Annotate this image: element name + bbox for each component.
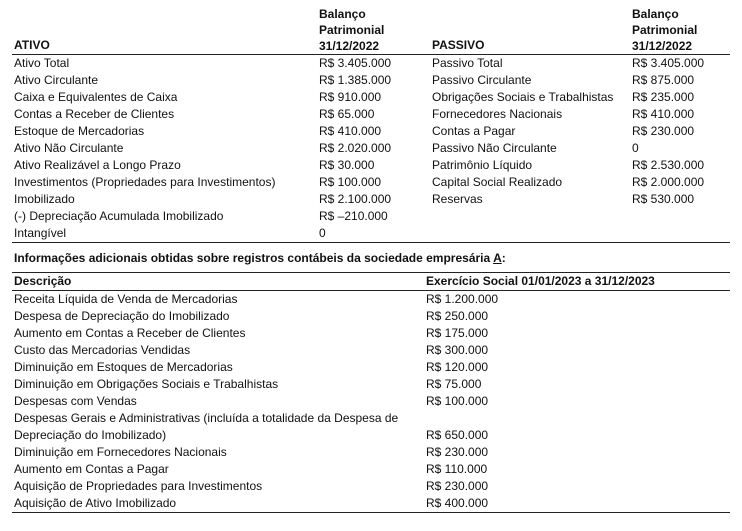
passivo-value: R$ 530.000 [632,192,695,206]
passivo-label [430,208,630,225]
passivo-label: Passivo Não Circulante [432,141,557,155]
passivo-label: Patrimônio Líquido [432,158,533,172]
ativo-label: Contas a Receber de Clientes [14,107,175,121]
balanco-ativo-line2: Patrimonial [319,23,385,37]
document [12,6,730,513]
info-description: Diminuição em Obrigações Sociais e Trabalhistas [14,377,279,391]
ativo-label: Ativo Circulante [14,73,99,87]
section-note-text: Informações adicionais obtidas sobre registros contábeis da sociedade empresária [14,251,494,265]
info-row [12,478,730,495]
balanco-ativo-line3: 31/12/2022 [319,39,380,53]
passivo-label: Passivo Circulante [432,73,532,87]
ativo-value: R$ 1.385.000 [319,73,392,87]
info-value: R$ 120.000 [426,360,489,374]
balance-sheet-row [12,106,730,123]
info-description: Despesas Gerais e Administrativas (incluída a totalidade da Despesa de Depreciação do Imobilizado) [14,411,399,442]
info-row [12,325,730,342]
ativo-value: R$ 2.100.000 [319,192,392,206]
ativo-label: Ativo Não Circulante [14,141,124,155]
info-row [12,291,730,309]
passivo-label: Contas a Pagar [432,124,516,138]
passivo-value: R$ 875.000 [632,73,695,87]
info-value: R$ 175.000 [426,326,489,340]
passivo-value: R$ 410.000 [632,107,695,121]
info-value: R$ 75.000 [426,377,482,391]
balance-sheet-table [12,6,730,243]
ativo-label: Ativo Realizável a Longo Prazo [14,158,181,172]
info-row [12,495,730,513]
info-description: Aquisição de Propriedades para Investimentos [14,479,263,493]
passivo-value: R$ 3.405.000 [632,56,705,70]
balance-sheet-row [12,208,730,225]
ativo-label: Caixa e Equivalentes de Caixa [14,90,178,104]
balanco-ativo-line1: Balanço [319,7,366,21]
balance-sheet-body [12,55,730,243]
info-row [12,461,730,478]
descricao-header: Descrição [12,273,424,291]
balanco-ativo-header [317,6,430,55]
balance-sheet-row [12,123,730,140]
info-header-row [12,273,730,291]
passivo-label: Obrigações Sociais e Trabalhistas [432,90,614,104]
balance-sheet-row [12,191,730,208]
info-description: Aquisição de Ativo Imobilizado [12,495,424,513]
balanco-passivo-line2: Patrimonial [632,23,698,37]
balance-sheet-row [12,140,730,157]
section-note [14,250,730,267]
balance-sheet-header-row [12,6,730,55]
balanco-passivo-line3: 31/12/2022 [632,39,693,53]
info-row [12,342,730,359]
ativo-label: Estoque de Mercadorias [14,124,145,138]
info-row [12,308,730,325]
balance-sheet-row [12,225,730,243]
passivo-label: Capital Social Realizado [432,175,563,189]
info-description: Diminuição em Fornecedores Nacionais [14,445,227,459]
balance-sheet-row [12,157,730,174]
passivo-value: 0 [632,141,639,155]
info-row [12,410,730,444]
balance-sheet-row [12,55,730,73]
passivo-value [630,225,730,243]
passivo-value: R$ 2.530.000 [632,158,705,172]
info-description: Diminuição em Estoques de Mercadorias [14,360,233,374]
balance-sheet-row [12,72,730,89]
ativo-label: Ativo Total [14,56,70,70]
balanco-passivo-header [630,6,730,55]
info-description: Aumento em Contas a Receber de Clientes [14,326,246,340]
ativo-value: R$ 2.020.000 [319,141,392,155]
ativo-label: (-) Depreciação Acumulada Imobilizado [14,209,224,223]
passivo-value: R$ 2.000.000 [632,175,705,189]
ativo-value: R$ 65.000 [319,107,375,121]
info-row [12,359,730,376]
passivo-label: Passivo Total [432,56,503,70]
passivo-header: PASSIVO [430,6,630,55]
balance-sheet-row [12,174,730,191]
info-value: R$ 650.000 [426,428,489,442]
passivo-value [630,208,730,225]
ativo-label: Intangível [12,225,317,243]
passivo-label: Fornecedores Nacionais [432,107,563,121]
balance-sheet-row [12,89,730,106]
info-row [12,393,730,410]
info-row [12,376,730,393]
ativo-label: Investimentos (Propriedades para Investimentos) [14,175,276,189]
passivo-value: R$ 235.000 [632,90,695,104]
ativo-value: R$ 3.405.000 [319,56,392,70]
info-value: R$ 230.000 [426,445,489,459]
info-value: R$ 400.000 [424,495,730,513]
ativo-value: R$ 910.000 [319,90,382,104]
passivo-value: R$ 230.000 [632,124,695,138]
ativo-value: R$ 410.000 [319,124,382,138]
info-value: R$ 300.000 [426,343,489,357]
ativo-value: R$ 30.000 [319,158,375,172]
section-note-company: A [493,251,502,265]
info-value: R$ 100.000 [426,394,489,408]
section-note-suffix: : [501,251,506,265]
ativo-value: R$ 100.000 [319,175,382,189]
info-value: R$ 230.000 [426,479,489,493]
info-value: R$ 250.000 [426,309,489,323]
info-value: R$ 1.200.000 [426,292,499,306]
info-table-body [12,291,730,513]
passivo-label [430,225,630,243]
additional-info-table [12,272,730,513]
info-description: Despesa de Depreciação do Imobilizado [14,309,230,323]
info-description: Aumento em Contas a Pagar [14,462,169,476]
info-description: Receita Líquida de Venda de Mercadorias [14,292,238,306]
balanco-passivo-line1: Balanço [632,7,679,21]
info-description: Despesas com Vendas [14,394,137,408]
ativo-header: ATIVO [12,6,317,55]
info-description: Custo das Mercadorias Vendidas [14,343,191,357]
info-value: R$ 110.000 [426,462,488,476]
ativo-value: R$ –210.000 [319,209,388,223]
ativo-label: Imobilizado [14,192,75,206]
ativo-value: 0 [317,225,430,243]
exercicio-header: Exercício Social 01/01/2023 a 31/12/2023 [424,273,730,291]
passivo-label: Reservas [432,192,483,206]
info-row [12,444,730,461]
